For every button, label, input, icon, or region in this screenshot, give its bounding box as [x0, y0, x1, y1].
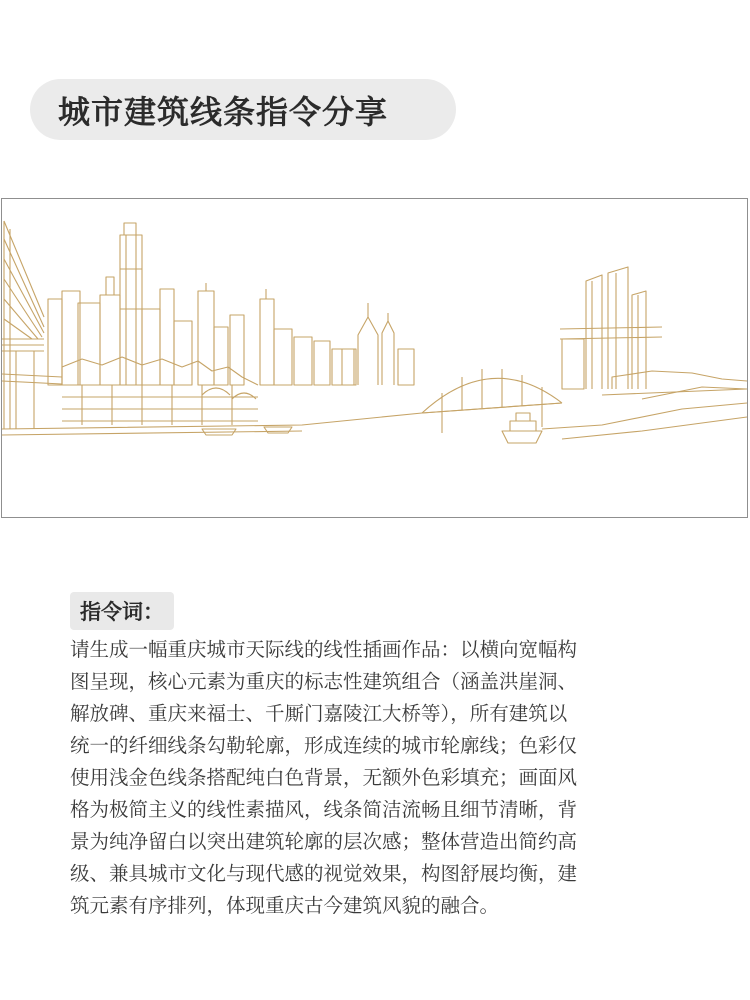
skyline-illustration	[1, 198, 748, 518]
prompt-line: 解放碑、重庆来福士、千厮门嘉陵江大桥等），所有建筑以	[70, 702, 568, 725]
tower-cluster-left	[48, 223, 354, 385]
prompt-line: 使用浅金色线条搭配纯白色背景，无额外色彩填充；画面风	[70, 766, 578, 789]
waterfront	[2, 389, 747, 435]
prompt-line: 统一的纤细线条勾勒轮廓，形成连续的城市轮廓线；色彩仅	[70, 734, 578, 757]
title-banner	[30, 79, 456, 140]
prompt-text-block	[70, 634, 690, 922]
prompt-line: 筑元素有序排列，体现重庆古今建筑风貌的融合。	[70, 894, 500, 917]
prompt-line: 图呈现，核心元素为重庆的标志性建筑组合（涵盖洪崖洞、	[70, 670, 578, 693]
prompt-line: 格为极简主义的线性素描风，线条简洁流畅且细节清晰，背	[70, 798, 578, 821]
left-bridge	[2, 221, 62, 429]
prompt-line: 景为纯净留白以突出建筑轮廓的层次感；整体营造出简约高	[70, 830, 578, 853]
prompt-line: 请生成一幅重庆城市天际线的线性插画作品：以横向宽幅构	[70, 638, 578, 661]
prompt-label-tag	[70, 592, 174, 630]
qiansimen-bridge	[422, 369, 562, 433]
page-title: 城市建筑线条指令分享	[58, 92, 389, 131]
raffles-city	[560, 267, 747, 399]
twin-spire-towers	[342, 303, 414, 385]
prompt-label: 指令词：	[80, 600, 164, 624]
prompt-line: 级、兼具城市文化与现代感的视觉效果，构图舒展均衡，建	[70, 862, 578, 885]
right-embankment	[542, 403, 747, 439]
chongqing-skyline-drawing	[2, 199, 747, 517]
